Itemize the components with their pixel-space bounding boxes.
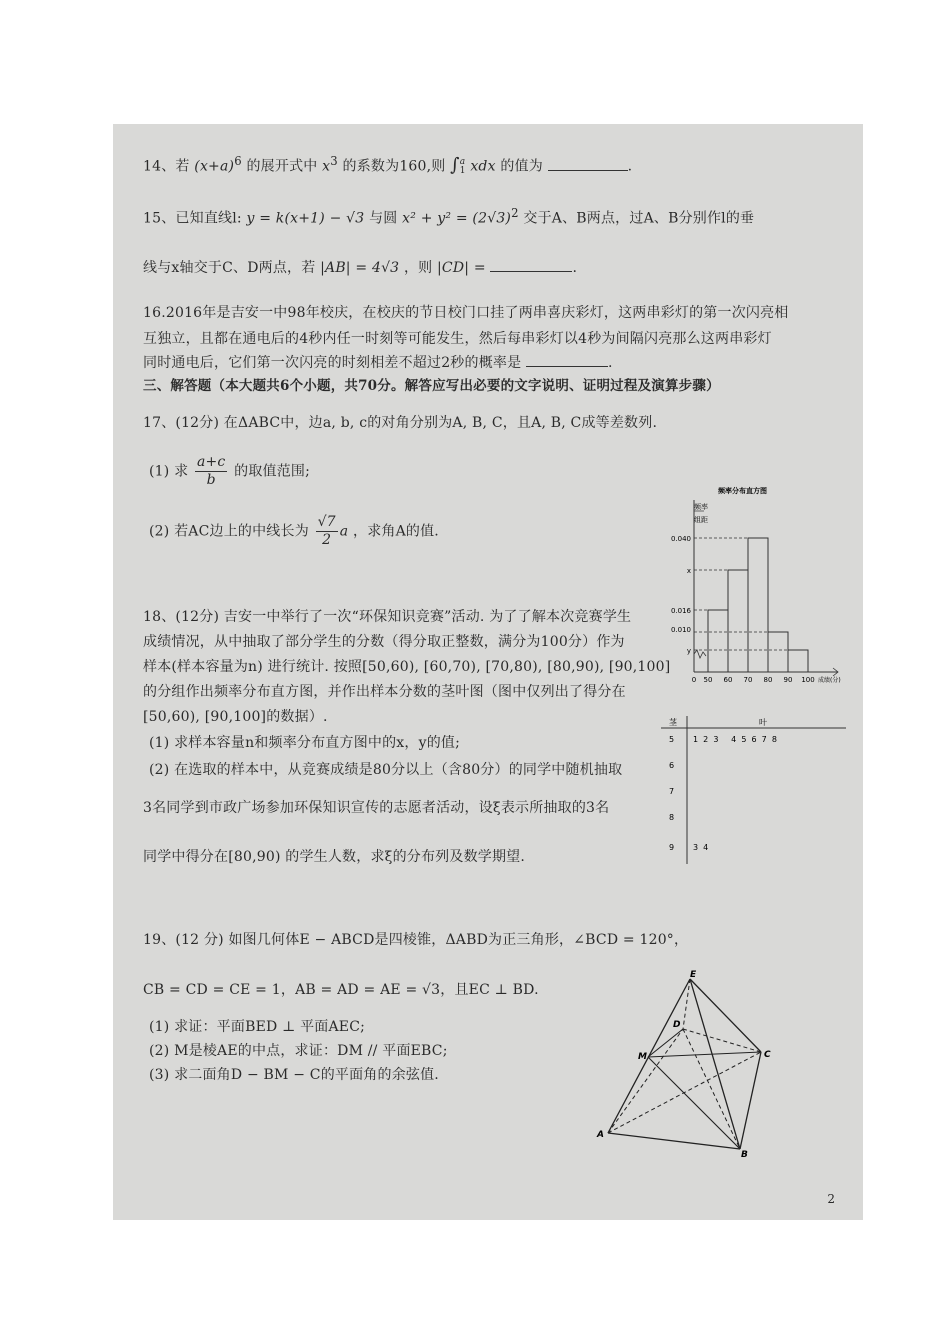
stemleaf-leaves-5: 1 2 3 4 5 6 7 8 <box>693 735 777 744</box>
q15-prefix: 15、已知直线l: <box>143 210 242 227</box>
q14-x-term: x <box>322 158 331 175</box>
pyramid-figure <box>593 969 783 1159</box>
question-16-line-1: 16.2016年是吉安一中98年校庆，在校庆的节日校门口挂了两串喜庆彩灯，这两串彩灯的第一次闪亮相 <box>143 305 789 321</box>
q15-cd-length: |CD| = <box>437 260 486 276</box>
question-16-line-3 <box>143 352 613 372</box>
question-18-line-9: 同学中得分在[80,90) 的学生人数，求ξ的分布列及数学期望. <box>143 849 526 865</box>
stemleaf-stem-6: 6 <box>669 761 675 770</box>
histogram-ytick-0010: 0.010 <box>670 626 691 634</box>
q15-l2-prefix: 线与x轴交于C、D两点，若 <box>143 260 316 276</box>
histogram-xtick-60: 60 <box>723 676 733 684</box>
q14-binomial: (x+a) <box>194 158 235 175</box>
histogram-bar-70-80 <box>748 538 768 672</box>
question-17-part-2 <box>149 514 439 549</box>
histogram-title: 频率分布直方图 <box>718 487 767 495</box>
q14-x-exponent: 3 <box>330 154 338 168</box>
stemleaf-stem-5: 5 <box>669 735 675 744</box>
exam-page <box>113 124 863 1220</box>
q17-p1-prefix: (1) 求 <box>149 463 189 480</box>
q14-answer-blank <box>548 170 628 171</box>
stemleaf-leaves-9: 3 4 <box>693 843 709 852</box>
page-number: 2 <box>827 1192 835 1206</box>
q15-text-mid: 与圆 <box>369 210 398 227</box>
q17-p2-fraction <box>316 514 338 549</box>
q15-end: . <box>572 260 578 276</box>
question-18-line-5: [50,60), [90,100]的数据）. <box>143 709 328 725</box>
q15-ab-length: |AB| = 4√3 <box>320 260 400 276</box>
q17-p1-fraction <box>195 454 228 489</box>
q16-end: . <box>607 355 613 371</box>
q15-line-equation: y = k(x+1) − √3 <box>246 210 365 227</box>
q14-text-mid: 的展开式中 <box>246 158 318 175</box>
q14-text-post: 的值为 <box>500 158 543 175</box>
question-18-part-2: (2) 在选取的样本中，从竞赛成绩是80分以上（含80分）的同学中随机抽取 <box>149 762 623 778</box>
question-18-line-3: 样本(样本容量为n) 进行统计. 按照[50,60), [60,70), [70,80), [80,90), [90,100] <box>143 659 671 675</box>
q17-p1-denominator: b <box>206 472 216 488</box>
q15-l2-mid: ，则 <box>403 260 433 276</box>
q17-p2-numerator: √7 <box>317 514 336 530</box>
q14-end: . <box>627 158 633 175</box>
histogram-ytick-y: y <box>686 647 691 655</box>
histogram-xtick-0: 0 <box>691 676 697 684</box>
q14-integrand: xdx <box>470 158 496 175</box>
stemleaf-stem-9: 9 <box>669 843 675 852</box>
edge-BC <box>740 1052 761 1149</box>
q15-answer-blank <box>490 271 572 272</box>
question-18-line-8: 3名同学到市政广场参加环保知识宣传的志愿者活动，设ξ表示所抽取的3名 <box>143 800 610 816</box>
histogram-bar-50-60 <box>708 610 728 672</box>
histogram-ytick-x: x <box>686 567 691 575</box>
segment-MC <box>648 1052 761 1057</box>
histogram-bar-80-90 <box>768 632 788 672</box>
q16-answer-blank <box>526 366 608 367</box>
edge-AB <box>608 1133 740 1149</box>
stemleaf-header-stem: 茎 <box>669 718 677 727</box>
question-15-line-2 <box>143 257 577 277</box>
section-3-heading: 三、解答题（本大题共6个小题，共70分。解答应写出必要的文字说明、证明过程及演算步骤） <box>143 378 720 394</box>
vertex-label-C: C <box>764 1050 771 1060</box>
question-15-line-1 <box>143 206 754 228</box>
question-19-part-3: (3) 求二面角D − BM − C的平面角的余弦值. <box>149 1067 439 1083</box>
vertex-label-A: A <box>597 1130 604 1140</box>
q17-p2-denominator: 2 <box>322 532 332 548</box>
histogram-xtick-100: 100 <box>801 676 815 684</box>
question-16-line-2: 互独立，且都在通电后的4秒内任一时刻等可能发生，然后每串彩灯以4秒为间隔闪亮那么这两串彩灯 <box>143 331 772 347</box>
q17-p2-variable: a <box>339 523 349 540</box>
vertex-label-M: M <box>638 1052 647 1062</box>
q15-circle-equation: x² + y² = (2√3) <box>402 210 512 227</box>
frequency-histogram <box>658 482 848 692</box>
histogram-xtick-70: 70 <box>743 676 753 684</box>
histogram-xtick-90: 90 <box>783 676 793 684</box>
question-19-line-2: CB = CD = CE = 1，AB = AD = AE = √3，且EC ⊥ BD. <box>143 982 539 998</box>
histogram-ytick-0016: 0.016 <box>670 607 691 615</box>
q15-circle-exponent: 2 <box>511 206 519 220</box>
histogram-ylabel-1: 频率 <box>694 503 708 511</box>
q17-p1-numerator: a+c <box>196 454 226 470</box>
q14-integral-lower: 1 <box>459 165 466 176</box>
stemleaf-header-leaf: 叶 <box>759 718 767 727</box>
diagonal-AC <box>608 1052 761 1133</box>
question-18-line-1: 18、(12分) 吉安一中举行了一次“环保知识竞赛”活动. 为了了解本次竞赛学生 <box>143 609 632 625</box>
stemleaf-stem-8: 8 <box>669 813 675 822</box>
vertex-label-D: D <box>673 1020 681 1030</box>
q17-p1-post: 的取值范围; <box>234 463 311 480</box>
q16-text: 同时通电后，它们第一次闪亮的时刻相差不超过2秒的概率是 <box>143 355 522 371</box>
stem-leaf-plot <box>661 714 851 869</box>
question-17-stem: 17、(12分) 在ΔABC中，边a, b, c的对角分别为A, B, C，且A, B, C成等差数列. <box>143 415 658 431</box>
histogram-axis-break <box>694 650 706 658</box>
q14-text-mid2: 的系数为160,则 <box>342 158 446 175</box>
histogram-xlabel: 成绩(分) <box>818 677 841 684</box>
histogram-bar-90-100 <box>788 650 808 672</box>
question-17-part-1 <box>149 454 310 489</box>
q14-integral-sign: ∫ <box>450 154 460 176</box>
q15-text-post: 交于A、B两点，过A、B分别作l的垂 <box>523 210 755 227</box>
vertex-label-E: E <box>690 970 697 980</box>
question-18-part-1: (1) 求样本容量n和频率分布直方图中的x，y的值; <box>149 735 461 751</box>
question-14 <box>143 154 632 176</box>
question-18-line-4: 的分组作出频率分布直方图，并作出样本分数的茎叶图（图中仅列出了得分在 <box>143 684 626 700</box>
q14-integral-upper: a <box>459 156 466 167</box>
histogram-ylabel-2: 组距 <box>694 516 708 524</box>
question-19-part-2: (2) M是棱AE的中点，求证：DM // 平面EBC; <box>149 1043 448 1059</box>
vertex-label-B: B <box>741 1150 748 1159</box>
q17-p2-prefix: (2) 若AC边上的中线长为 <box>149 523 309 540</box>
histogram-xtick-50: 50 <box>703 676 713 684</box>
q17-p2-post: ，求角A的值. <box>353 523 439 540</box>
stemleaf-stem-7: 7 <box>669 787 675 796</box>
question-19-part-1: (1) 求证：平面BED ⊥ 平面AEC; <box>149 1019 366 1035</box>
question-19-line-1: 19、(12 分) 如图几何体E − ABCD是四棱锥，ΔABD为正三角形，∠BCD = 120°， <box>143 932 689 948</box>
q14-prefix: 14、若 <box>143 158 190 175</box>
histogram-ytick-0040: 0.040 <box>670 535 691 543</box>
q14-exponent: 6 <box>234 154 242 168</box>
histogram-bar-60-70 <box>728 570 748 672</box>
question-18-line-2: 成绩情况，从中抽取了部分学生的分数（得分取正整数，满分为100分）作为 <box>143 634 625 650</box>
histogram-xtick-80: 80 <box>763 676 773 684</box>
